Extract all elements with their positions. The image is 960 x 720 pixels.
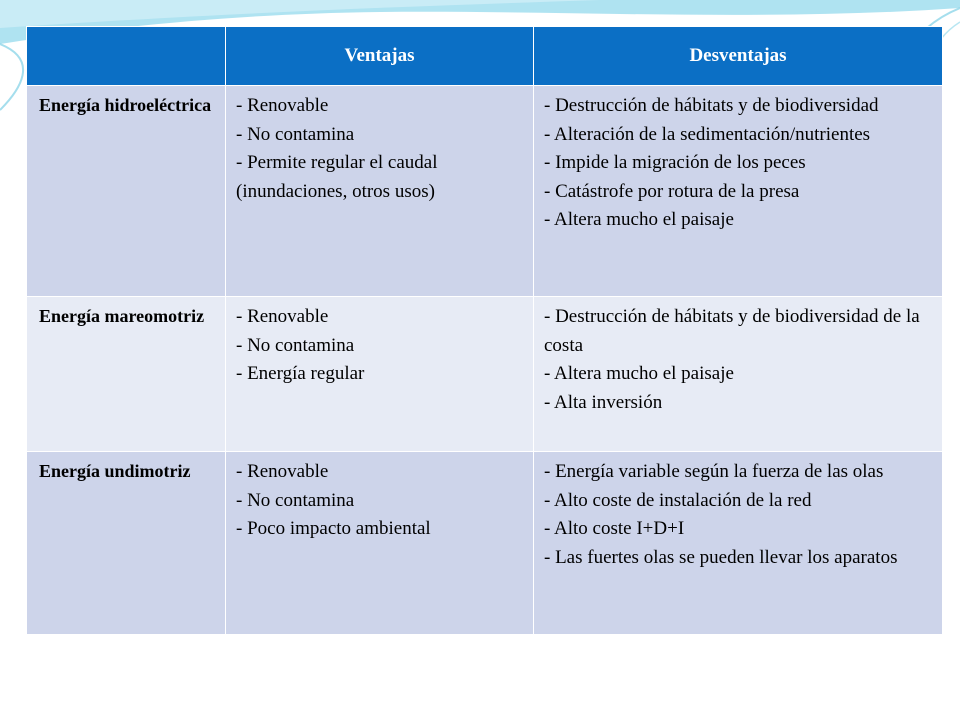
row-label: Energía hidroeléctrica — [27, 86, 226, 297]
desventaja-item: - Impide la migración de los peces — [544, 152, 806, 173]
ventajas-cell — [226, 452, 534, 635]
table-row-undimotriz — [27, 452, 943, 635]
desventaja-item: - Catástrofe por rotura de la presa — [544, 180, 800, 202]
ventaja-item: - Poco impacto ambiental — [236, 518, 431, 539]
header-empty-cell — [27, 27, 226, 86]
desventaja-item: - Destrucción de hábitats y de biodiversidad — [544, 95, 879, 116]
desventaja-item: - Altera mucho el paisaje — [544, 209, 734, 230]
row-label: Energía mareomotriz — [27, 297, 226, 452]
desventajas-cell — [534, 86, 943, 297]
row-label: Energía undimotriz — [27, 452, 226, 635]
ventaja-item: - Renovable — [236, 95, 329, 116]
ventaja-item: - No contamina — [236, 489, 355, 511]
table-row-mareomotriz — [27, 297, 943, 452]
desventaja-item: - Energía variable según la fuerza de las olas — [544, 461, 884, 482]
table-header-row — [27, 27, 943, 86]
header-ventajas: Ventajas — [226, 27, 534, 86]
desventaja-item: - Destrucción de hábitats y de biodiversidad de la costa — [544, 306, 920, 356]
desventaja-item: - Alto coste I+D+I — [544, 518, 685, 539]
desventaja-item: - Alta inversión — [544, 391, 663, 413]
ventaja-item: - No contamina — [236, 123, 355, 145]
desventaja-item: - Las fuertes olas se pueden llevar los aparatos — [544, 546, 898, 568]
desventaja-item: - Alteración de la sedimentación/nutrientes — [544, 123, 871, 145]
table-row-hidroelectrica — [27, 86, 943, 297]
desventajas-cell — [534, 297, 943, 452]
ventaja-item: - Renovable — [236, 461, 329, 482]
ventaja-item: - Permite regular el caudal (inundaciones, otros usos) — [236, 152, 438, 202]
energy-comparison-table — [26, 26, 943, 635]
desventaja-item: - Altera mucho el paisaje — [544, 363, 734, 384]
desventaja-item: - Alto coste de instalación de la red — [544, 489, 812, 511]
comparison-table-wrapper — [26, 26, 942, 635]
ventaja-item: - Renovable — [236, 306, 329, 327]
desventajas-cell — [534, 452, 943, 635]
ventajas-cell — [226, 86, 534, 297]
ventajas-cell — [226, 297, 534, 452]
ventaja-item: - Energía regular — [236, 363, 365, 384]
header-desventajas: Desventajas — [534, 27, 943, 86]
ventaja-item: - No contamina — [236, 334, 355, 356]
